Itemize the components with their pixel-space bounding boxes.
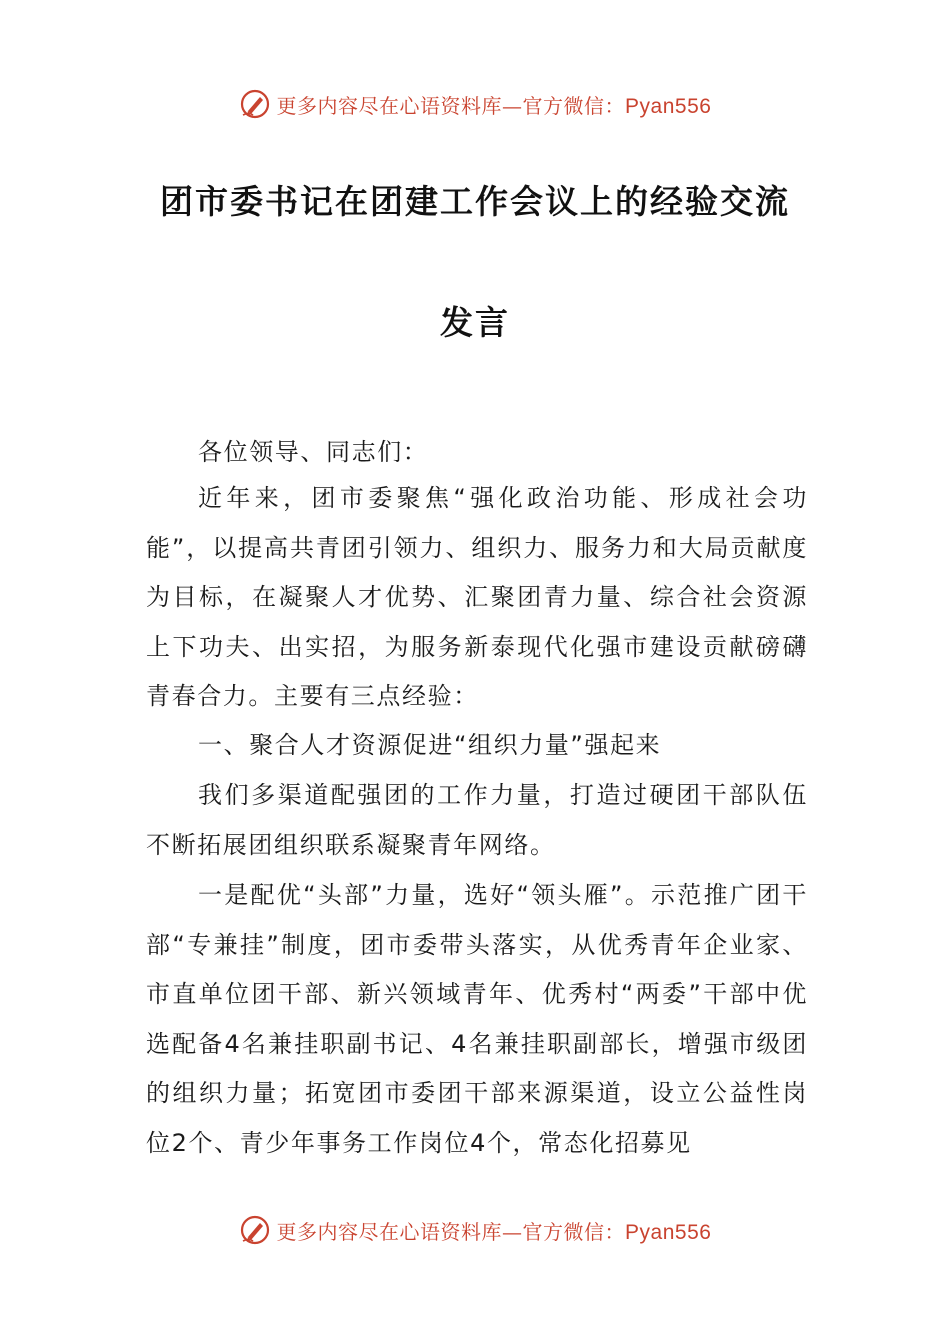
watermark-label: 更多内容尽在心语资料库—官方微信： xyxy=(276,93,626,118)
watermark-text xyxy=(277,90,712,119)
section-heading-1-text: 一、聚合人才资源促进“组织力量”强起来 xyxy=(198,731,662,759)
paragraph-3 xyxy=(146,871,808,1168)
section-heading-1 xyxy=(146,721,808,771)
watermark-top xyxy=(0,84,950,124)
paragraph-3-text: 一是配优“头部”力量，选好“领头雁”。示范推广团干部“专兼挂”制度，团市委带头落实，从优秀青年企业家、市直单位团干部、新兴领域青年、优秀村“两委”干部中优选配备4名兼挂职副书记、4名兼挂职副部长，增强市级团的组织力量；拓宽团市委团干部来源渠道，设立公益性岗位2个、青少年事务工作岗位4个，常态化招募见 xyxy=(146,881,808,1157)
document-title-line-1: 团市委书记在团建工作会议上的经验交流 xyxy=(160,182,790,221)
document-title-line-2: 发言 xyxy=(440,303,510,342)
greeting xyxy=(146,428,808,478)
paragraph-intro xyxy=(146,474,808,722)
pen-circle-logo-icon xyxy=(239,1214,271,1246)
pen-circle-logo-icon xyxy=(239,88,271,120)
watermark-text xyxy=(277,1216,712,1245)
paragraph-2 xyxy=(146,771,808,870)
paragraph-intro-text: 近年来，团市委聚焦“强化政治功能、形成社会功能”，以提高共青团引领力、组织力、服务力和大局贡献度为目标，在凝聚人才优势、汇聚团青力量、综合社会资源上下功夫、出实招，为服务新泰现代化强市建设贡献磅礴青春合力。主要有三点经验： xyxy=(146,484,808,710)
greeting-text: 各位领导、同志们： xyxy=(198,438,429,466)
watermark-wechat-id: Pyan556 xyxy=(625,94,712,118)
paragraph-2-text: 我们多渠道配强团的工作力量，打造过硬团干部队伍不断拓展团组织联系凝聚青年网络。 xyxy=(146,781,808,859)
watermark-bottom xyxy=(0,1210,950,1250)
watermark-wechat-id: Pyan556 xyxy=(625,1220,712,1244)
watermark-label: 更多内容尽在心语资料库—官方微信： xyxy=(276,1219,626,1244)
